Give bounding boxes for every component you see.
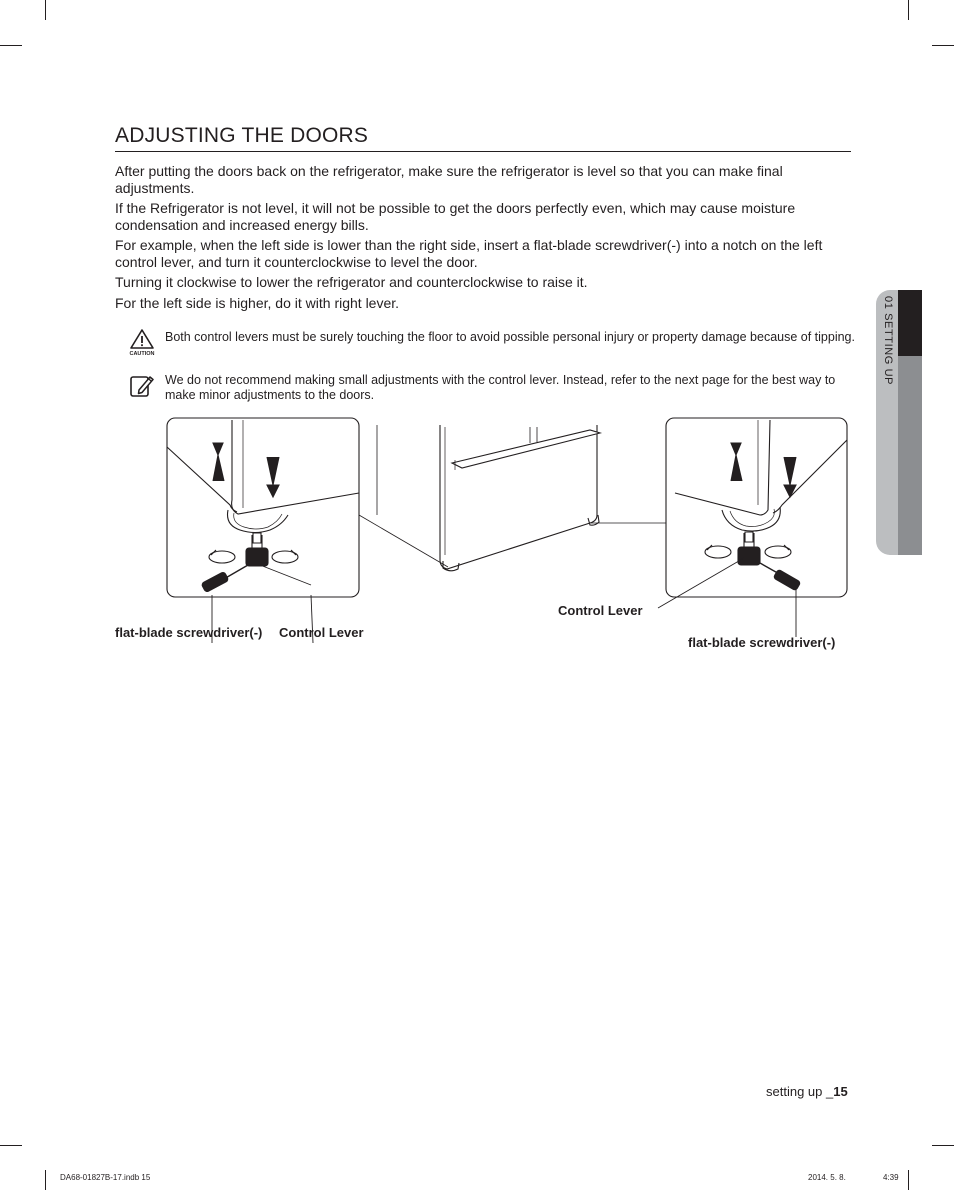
caution-icon: [126, 328, 158, 358]
left-screwdriver-label: flat-blade screwdriver(-): [115, 625, 263, 640]
paragraph-not-level: If the Refrigerator is not level, it will not be possible to get the doors perfectly even, which may cause moisture condensation and increased energy bills.: [115, 200, 796, 233]
crop-mark: [908, 0, 909, 20]
page-folio: [766, 1084, 848, 1099]
crop-mark: [45, 0, 46, 20]
folio-text: setting up _: [766, 1084, 834, 1099]
door-leveling-illustration: [110, 415, 860, 660]
page-title: ADJUSTING THE DOORS: [115, 124, 851, 152]
right-control-lever-label: Control Lever: [558, 603, 643, 618]
crop-mark: [45, 1170, 46, 1190]
crop-mark: [932, 1145, 954, 1146]
side-tab-shade: [898, 356, 922, 555]
slug-file-name: DA68-01827B-17.indb 15: [60, 1173, 151, 1182]
note-text: We do not recommend making small adjustments with the control lever. Instead, refer to the next page for the best way to make minor adjustments to the doors.: [165, 373, 836, 402]
slug-print-time: 4:39: [883, 1173, 899, 1182]
paragraph-direction: Turning it clockwise to lower the refrigerator and counterclockwise to raise it.: [115, 274, 588, 290]
page-number: 15: [833, 1084, 848, 1099]
caution-icon-label: CAUTION: [129, 351, 155, 357]
crop-mark: [932, 45, 954, 46]
slug-print-date: 2014. 5. 8.: [808, 1173, 846, 1182]
intro-paragraph: After putting the doors back on the refrigerator, make sure the refrigerator is level so that you can make final adjustments.: [115, 163, 783, 196]
side-tab-marker: [898, 290, 922, 356]
left-control-lever-label: Control Lever: [279, 625, 364, 640]
side-tab-label: 01 SETTING UP: [882, 296, 894, 386]
crop-mark: [0, 1145, 22, 1146]
crop-mark: [908, 1170, 909, 1190]
crop-mark: [0, 45, 22, 46]
right-screwdriver-label: flat-blade screwdriver(-): [688, 635, 836, 650]
caution-text: Both control levers must be surely touching the floor to avoid possible personal injury or property damage because of tipping.: [165, 330, 855, 344]
paragraph-right-lever: For the left side is higher, do it with right lever.: [115, 295, 400, 311]
note-pencil-icon: [129, 373, 155, 399]
paragraph-example: For example, when the left side is lower than the right side, insert a flat-blade screwdriver(-) into a notch on the left control lever, and turn it counterclockwise to level the door.: [115, 237, 823, 270]
